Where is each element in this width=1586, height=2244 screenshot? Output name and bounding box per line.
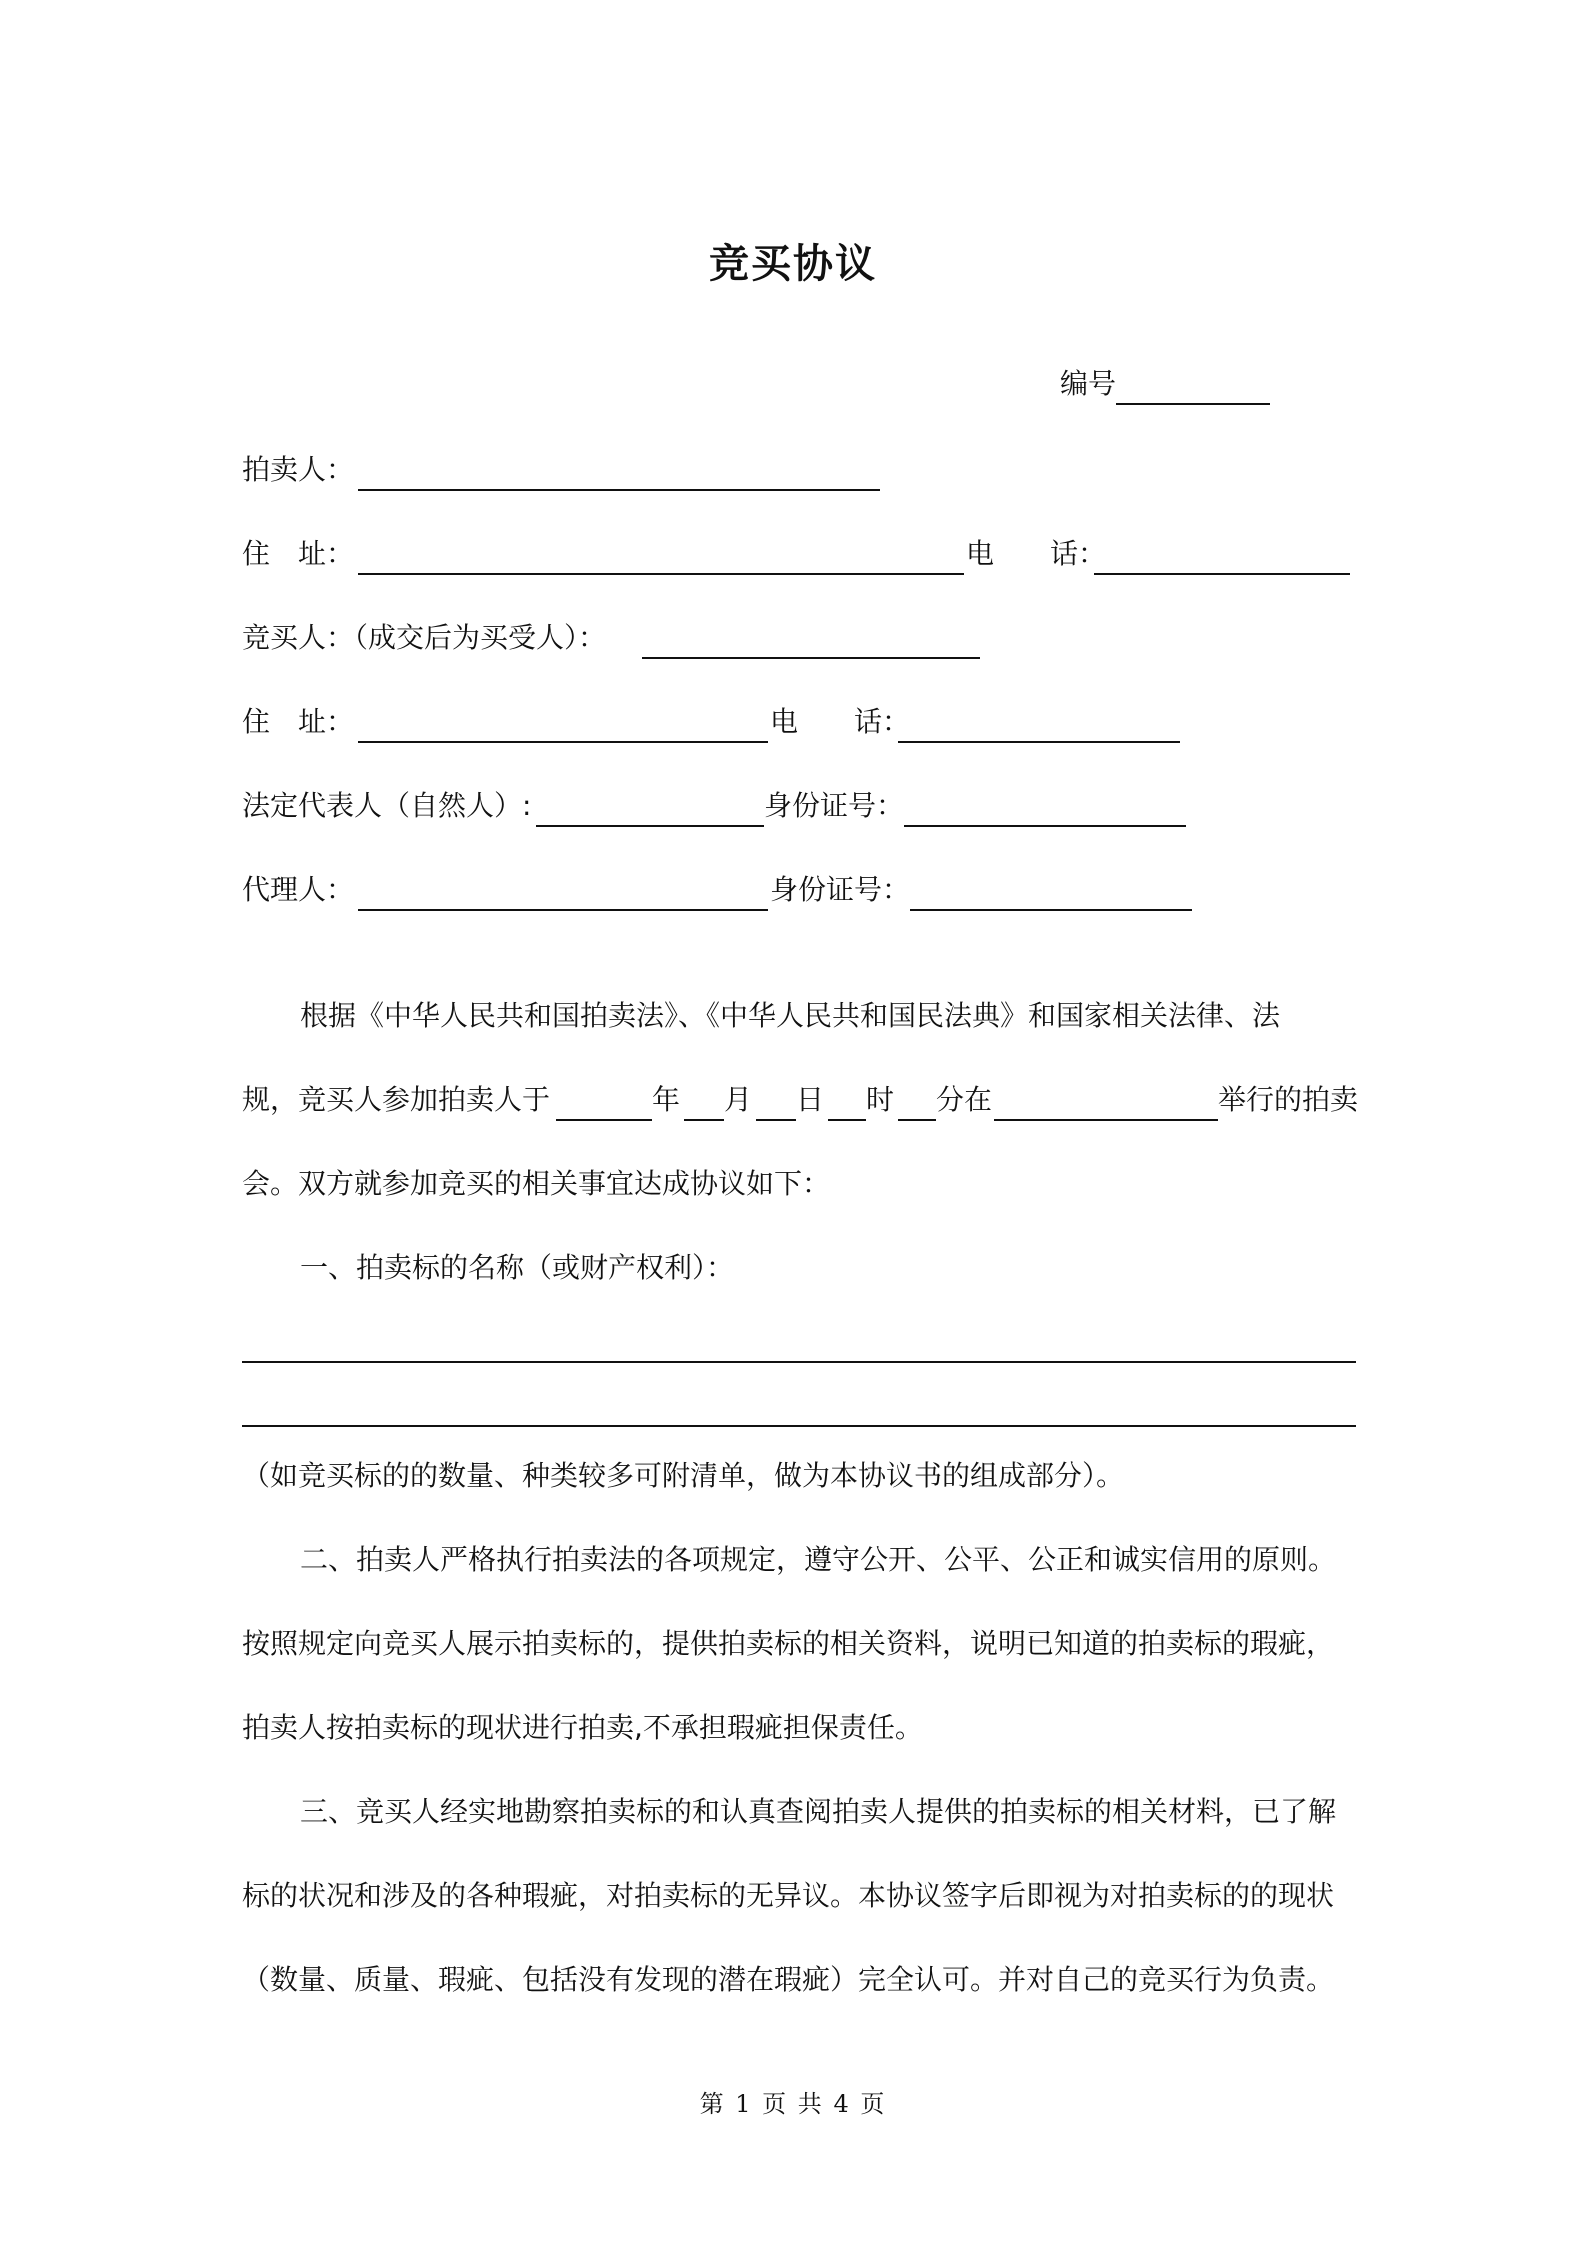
intro-line-2-start: 规，竞买人参加拍卖人于 [242, 1083, 551, 1116]
phone2-field[interactable] [898, 741, 1180, 743]
document-title: 竞买协议 [709, 241, 877, 287]
intro-line-3: 会。双方就参加竞买的相关事宜达成协议如下： [242, 1167, 831, 1200]
section3-line-3: （数量、质量、瑕疵、包括没有发现的潜在瑕疵）完全认可。并对自己的竞买行为负责。 [242, 1963, 1335, 1996]
item-name-line-2[interactable] [242, 1425, 1356, 1427]
phone2-label: 电 话： [770, 705, 911, 738]
auctioneer-label: 拍卖人： [242, 453, 355, 486]
section1-note: （如竞买标的的数量、种类较多可附清单，做为本协议书的组成部分）。 [242, 1459, 1125, 1492]
section2-line-3: 拍卖人按拍卖标的现状进行拍卖,不承担瑕疵担保责任。 [242, 1711, 923, 1744]
legal-rep-field[interactable] [536, 825, 764, 827]
section1-heading: 一、拍卖标的名称（或财产权利）： [300, 1251, 735, 1284]
section3-line-2: 标的状况和涉及的各种瑕疵，对拍卖标的无异议。本协议签字后即视为对拍卖标的的现状 [242, 1879, 1335, 1912]
intro-line-1: 根据《中华人民共和国拍卖法》、《中华人民共和国民法典》和国家相关法律、法 [300, 999, 1281, 1032]
legal-rep-label: 法定代表人（自然人）: [242, 789, 532, 822]
hour-field[interactable] [828, 1119, 866, 1121]
phone1-field[interactable] [1094, 573, 1350, 575]
address1-field[interactable] [358, 573, 964, 575]
year-field[interactable] [556, 1119, 652, 1121]
address1-label: 住 址： [242, 537, 355, 570]
bidder-label: 竞买人：（成交后为买受人）： [242, 621, 607, 654]
year-label: 年 [652, 1083, 681, 1116]
section2-line-2: 按照规定向竞买人展示拍卖标的，提供拍卖标的相关资料，说明已知道的拍卖标的瑕疵， [242, 1627, 1335, 1660]
month-label: 月 [724, 1083, 753, 1116]
hour-label: 时 [866, 1083, 895, 1116]
minute-field[interactable] [898, 1119, 936, 1121]
day-field[interactable] [756, 1119, 796, 1121]
id2-label: 身份证号： [770, 873, 911, 906]
auctioneer-field[interactable] [358, 489, 880, 491]
venue-field[interactable] [994, 1119, 1218, 1121]
number-field[interactable] [1116, 403, 1270, 405]
id2-field[interactable] [910, 909, 1192, 911]
number-label: 编号 [1060, 367, 1117, 400]
section3-line-1: 三、竞买人经实地勘察拍卖标的和认真查阅拍卖人提供的拍卖标的相关材料，已了解 [300, 1795, 1337, 1828]
intro-line-2-end: 举行的拍卖 [1218, 1083, 1359, 1116]
agent-label: 代理人： [242, 873, 355, 906]
minute-label: 分在 [936, 1083, 993, 1116]
address2-field[interactable] [358, 741, 768, 743]
month-field[interactable] [684, 1119, 724, 1121]
id1-label: 身份证号： [764, 789, 905, 822]
phone1-label: 电 话： [966, 537, 1107, 570]
address2-label: 住 址： [242, 705, 355, 738]
page-footer: 第 1 页 共 4 页 [699, 2090, 887, 2118]
day-label: 日 [796, 1083, 825, 1116]
id1-field[interactable] [904, 825, 1186, 827]
bidder-field[interactable] [642, 657, 980, 659]
agent-field[interactable] [358, 909, 768, 911]
section2-line-1: 二、拍卖人严格执行拍卖法的各项规定，遵守公开、公平、公正和诚实信用的原则。 [300, 1543, 1337, 1576]
item-name-line-1[interactable] [242, 1361, 1356, 1363]
